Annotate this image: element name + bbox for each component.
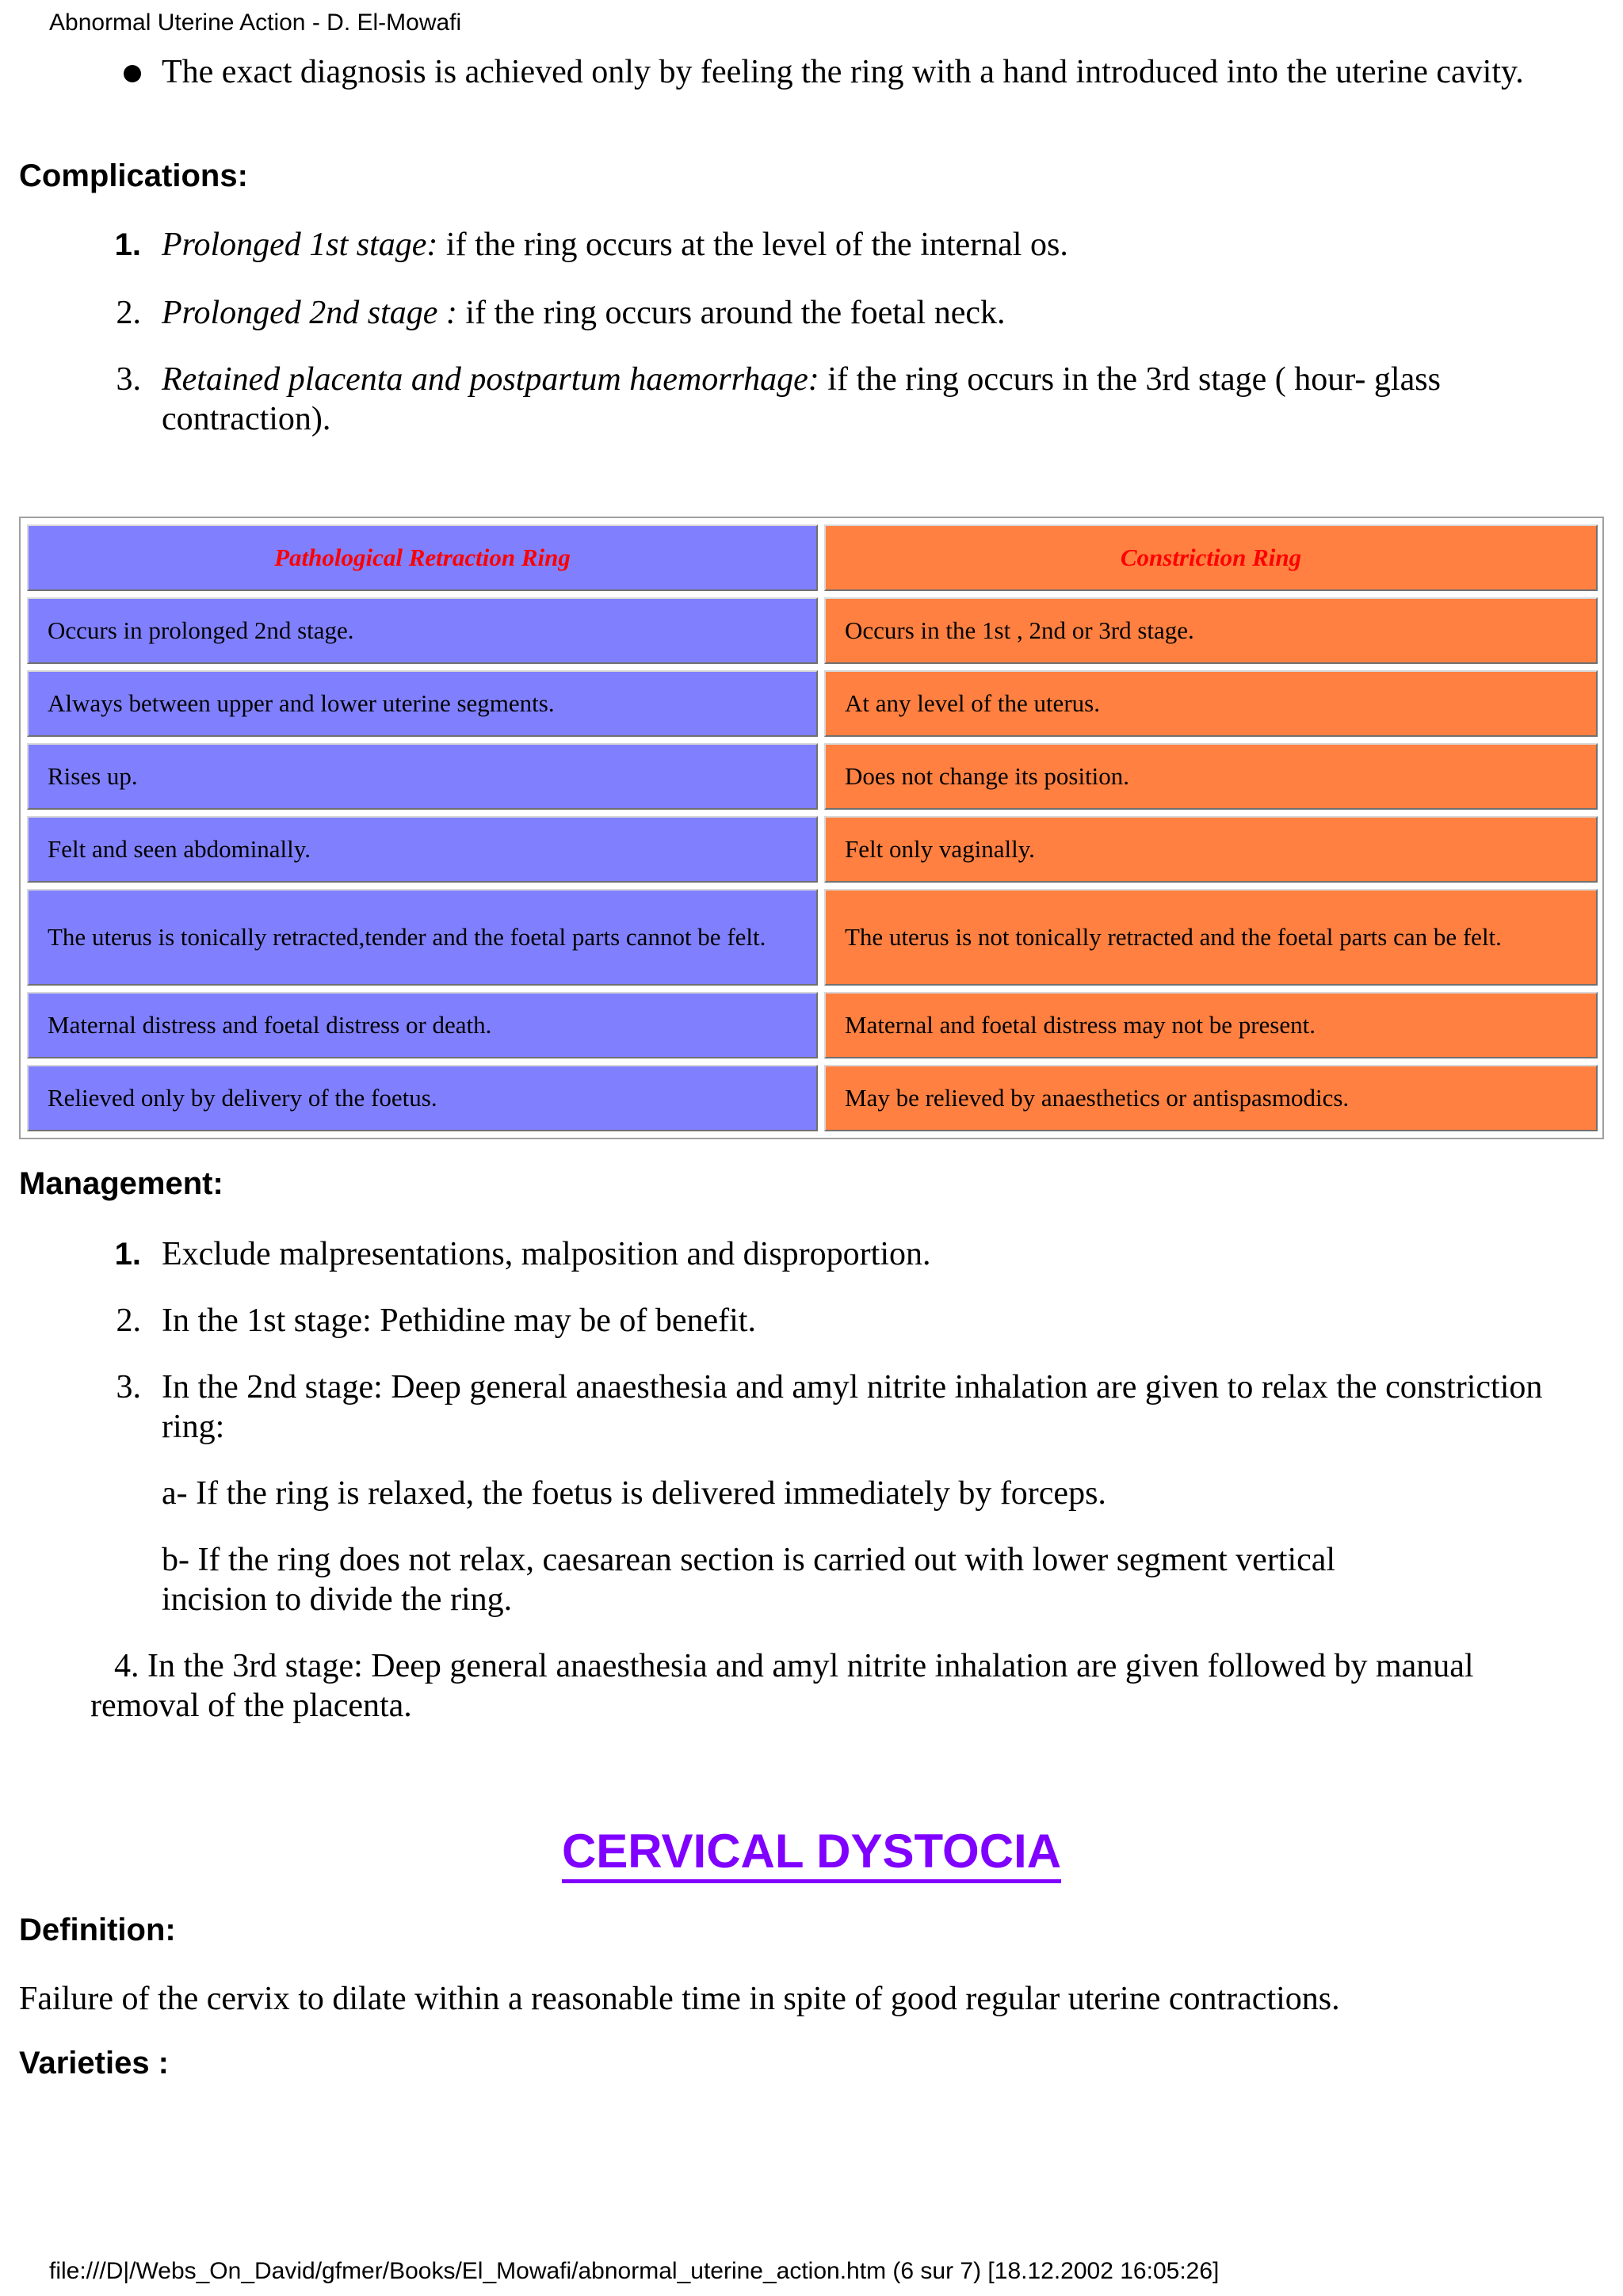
complication-item <box>162 293 1556 333</box>
management-item: In the 2nd stage: Deep general anaesthesia and amyl nitrite inhalation are given to relax the constriction ring: <box>162 1369 1543 1445</box>
complication-number: 1. <box>114 227 141 262</box>
table-cell-retraction: Rises up. <box>27 743 818 810</box>
management-item: Exclude malpresentations, malposition and disproportion. <box>162 1236 931 1272</box>
table-cell-retraction: Maternal distress and foetal distress or death. <box>27 992 818 1058</box>
management-number: 2. <box>116 1302 141 1339</box>
complication-desc: if the ring occurs at the level of the internal os. <box>437 227 1068 263</box>
management-sub-a: a- If the ring is relaxed, the foetus is delivered immediately by forceps. <box>162 1475 1106 1512</box>
complications-heading: Complications: <box>19 158 248 193</box>
page-header: Abnormal Uterine Action - D. El-Mowafi <box>49 10 462 36</box>
table-cell-retraction: Always between upper and lower uterine segments. <box>27 670 818 737</box>
complication-desc: if the ring occurs in the 3rd stage ( hour- glass contraction). <box>162 361 1441 437</box>
table-cell-constriction: The uterus is not tonically retracted and the foetal parts can be felt. <box>824 889 1598 986</box>
comparison-table <box>19 517 1604 1139</box>
section-title <box>0 1824 1623 1878</box>
complication-term: Prolonged 2nd stage : <box>162 295 457 331</box>
table-cell-retraction: The uterus is tonically retracted,tender and the foetal parts cannot be felt. <box>27 889 818 986</box>
table-cell-constriction: Maternal and foetal distress may not be present. <box>824 992 1598 1058</box>
complication-desc: if the ring occurs around the foetal neck. <box>456 295 1006 331</box>
page-footer: file:///D|/Webs_On_David/gfmer/Books/El_Mowafi/abnormal_uterine_action.htm (6 sur 7) [18.12.2002 16:05:26] <box>49 2258 1220 2284</box>
table-cell-retraction: Relieved only by delivery of the foetus. <box>27 1065 818 1131</box>
table-header-constriction: Constriction Ring <box>824 524 1598 591</box>
complication-item <box>162 225 1556 265</box>
complication-item <box>162 360 1556 439</box>
varieties-heading: Varieties : <box>19 2046 170 2081</box>
management-item-4: 4. In the 3rd stage: Deep general anaesthesia and amyl nitrite inhalation are given followed by manual removal of the placenta. <box>90 1648 1474 1724</box>
management-number: 3. <box>116 1369 141 1405</box>
table-cell-retraction: Occurs in prolonged 2nd stage. <box>27 597 818 664</box>
bullet-icon <box>124 65 141 82</box>
management-heading: Management: <box>19 1166 223 1201</box>
section-title-text: CERVICAL DYSTOCIA <box>562 1825 1061 1883</box>
table-cell-retraction: Felt and seen abdominally. <box>27 816 818 883</box>
definition-heading: Definition: <box>19 1913 176 1947</box>
intro-bullet-text: The exact diagnosis is achieved only by feeling the ring with a hand introduced into the uterine cavity. <box>162 54 1524 90</box>
complication-number: 3. <box>116 361 141 398</box>
table-cell-constriction: Felt only vaginally. <box>824 816 1598 883</box>
table-cell-constriction: At any level of the uterus. <box>824 670 1598 737</box>
complication-term: Prolonged 1st stage: <box>162 227 438 263</box>
table-cell-constriction: May be relieved by anaesthetics or antispasmodics. <box>824 1065 1598 1131</box>
definition-text: Failure of the cervix to dilate within a reasonable time in spite of good regular uterine contractions. <box>19 1981 1340 2017</box>
complication-term: Retained placenta and postpartum haemorrhage: <box>162 361 819 398</box>
management-number: 1. <box>114 1237 141 1272</box>
table-header-retraction: Pathological Retraction Ring <box>27 524 818 591</box>
management-item: In the 1st stage: Pethidine may be of benefit. <box>162 1302 756 1339</box>
table-cell-constriction: Does not change its position. <box>824 743 1598 810</box>
complication-number: 2. <box>116 295 141 331</box>
management-sub-b: b- If the ring does not relax, caesarean section is carried out with lower segment vertical incision to divide the ring. <box>162 1542 1336 1618</box>
table-cell-constriction: Occurs in the 1st , 2nd or 3rd stage. <box>824 597 1598 664</box>
